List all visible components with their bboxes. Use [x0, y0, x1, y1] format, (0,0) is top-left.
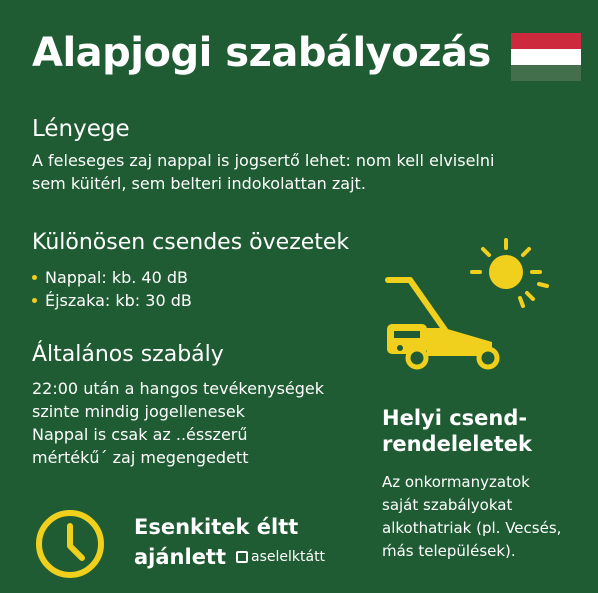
local-line-1: Az onkormanyzatok	[382, 473, 530, 491]
bullet-icon	[32, 298, 37, 303]
local-heading-line-1: Helyi csend-	[382, 406, 528, 430]
bullet-icon	[32, 275, 37, 280]
quiet-zones-list	[32, 266, 192, 312]
essence-text	[32, 149, 494, 195]
general-rule-heading: Általános szabály	[32, 342, 224, 367]
local-text	[382, 471, 561, 563]
essence-line-2: sem küitérl, sem belteri indokolattan zajt.	[32, 174, 366, 193]
general-rule-line-1: 22:00 után a hangos tevékenységek	[32, 379, 325, 398]
sun-icon	[472, 240, 547, 306]
exceptions-line-1: Esenkitek éltt	[134, 515, 299, 539]
general-rule-line-3: Nappal is csak az ..ésszerű	[32, 425, 248, 444]
general-rule-line-4: mértékű´ zaj megengedett	[32, 448, 249, 467]
clock-icon	[34, 508, 106, 580]
exceptions-line-2: ajánlett	[134, 545, 227, 569]
quiet-zones-heading: Különösen csendes övezetek	[32, 230, 350, 255]
lawn-mower-illustration	[380, 236, 580, 386]
exceptions-tag: aselelktátt	[251, 549, 326, 565]
general-rule-text	[32, 377, 324, 469]
local-line-2: saját szabályokat	[382, 496, 513, 514]
essence-line-1: A feleseges zaj nappal is jogsertő lehet: nom kell elviselni	[32, 151, 495, 170]
exceptions-text	[134, 512, 325, 572]
general-rule-line-2: szinte mindig jogellenesek	[32, 402, 245, 421]
hungarian-flag-icon	[511, 33, 581, 81]
list-item: Nappal: kb. 40 dB	[32, 266, 192, 289]
local-heading	[382, 405, 582, 457]
page-title: Alapjogi szabályozás	[32, 30, 491, 76]
lawn-mower-icon	[387, 280, 497, 367]
essence-heading: Lényege	[32, 116, 130, 142]
local-line-3: alkothatriak (pl. Vecsés,	[382, 519, 562, 537]
local-line-4: ḿás települések).	[382, 542, 516, 560]
tag-icon	[236, 551, 248, 563]
list-item: Éjszaka: kb: 30 dB	[32, 289, 192, 312]
local-heading-line-2: rendeleletek	[382, 432, 532, 456]
